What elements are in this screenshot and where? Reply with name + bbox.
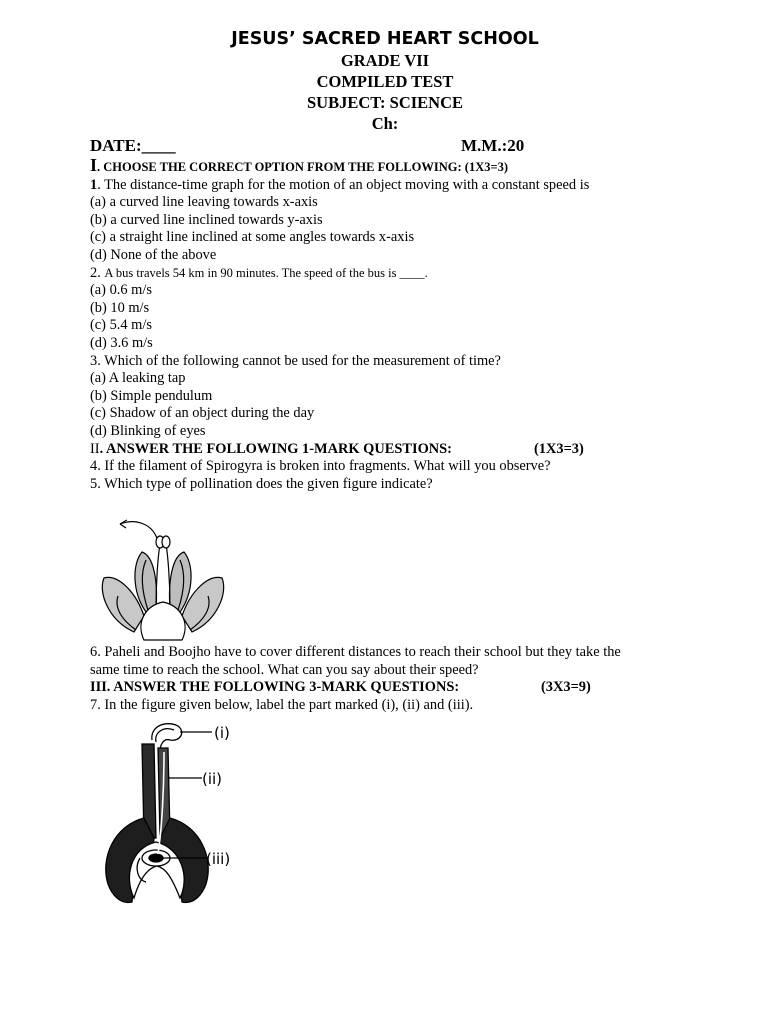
q2-option-b: (b) 10 m/s <box>90 299 150 316</box>
question-2-text: A bus travels 54 km in 90 minutes. The speed of the bus is ____. <box>104 265 428 280</box>
question-7: 7. In the figure given below, label the part marked (i), (ii) and (iii). <box>90 696 474 713</box>
q3-option-b: (b) Simple pendulum <box>90 387 213 404</box>
pistil-figure <box>94 718 244 906</box>
section-3-heading <box>90 679 690 697</box>
section-1-title: . CHOOSE THE CORRECT OPTION FROM THE FOLLOWING: (1X3=3) <box>97 160 509 174</box>
question-1-text: . The distance-time graph for the motion of an object moving with a constant speed is <box>97 176 590 193</box>
question-1-number: 1 <box>90 176 98 193</box>
section-2-heading <box>90 441 690 459</box>
section-2-prefix: II <box>90 440 100 457</box>
chapter: Ch: <box>371 114 399 133</box>
section-1-roman: I <box>90 155 98 175</box>
q2-option-c: (c) 5.4 m/s <box>90 317 152 334</box>
question-6-line-2: same time to reach the school. What can you say about their speed? <box>90 661 479 678</box>
q2-option-a: (a) 0.6 m/s <box>90 282 152 299</box>
label-i: (i) <box>214 724 230 742</box>
flower-pollination-figure <box>96 512 232 642</box>
date-row <box>90 135 690 157</box>
q2-option-d: (d) 3.6 m/s <box>90 334 153 351</box>
q3-option-d: (d) Blinking of eyes <box>90 422 206 439</box>
worksheet <box>90 28 690 493</box>
pollen-transfer-arrow <box>120 522 158 542</box>
section-1-heading <box>90 157 690 177</box>
section-2-title: . ANSWER THE FOLLOWING 1-MARK QUESTIONS: <box>99 440 452 457</box>
subject: SUBJECT: SCIENCE <box>306 93 464 112</box>
question-4: 4. If the filament of Spirogyra is broken into fragments. What will you observe? <box>90 458 551 475</box>
question-6-line-1: 6. Paheli and Boojho have to cover different distances to reach their school but they take the <box>90 644 621 660</box>
q1-option-a: (a) a curved line leaving towards x-axis <box>90 194 318 211</box>
grade: GRADE VII <box>340 51 430 70</box>
label-iii: (iii) <box>206 850 231 868</box>
section-2-marks: (1X3=3) <box>534 440 584 457</box>
question-2 <box>90 265 690 283</box>
q1-option-c: (c) a straight line inclined at some angles towards x-axis <box>90 229 415 246</box>
test-title: COMPILED TEST <box>316 72 454 91</box>
question-5: 5. Which type of pollination does the given figure indicate? <box>90 475 433 492</box>
q3-option-a: (a) A leaking tap <box>90 370 186 387</box>
section-3-title: III. ANSWER THE FOLLOWING 3-MARK QUESTIONS: <box>90 679 460 696</box>
question-3: 3. Which of the following cannot be used for the measurement of time? <box>90 352 501 369</box>
section-3-marks: (3X3=9) <box>541 679 591 696</box>
q1-option-b: (b) a curved line inclined towards y-axis <box>90 211 323 228</box>
lower-section <box>90 644 690 714</box>
max-marks: M.M.:20 <box>461 136 525 155</box>
question-1 <box>90 177 690 195</box>
date-field: DATE:____ <box>90 136 176 155</box>
question-2-number: 2. <box>90 264 105 281</box>
q1-option-d: (d) None of the above <box>90 246 217 263</box>
q3-option-c: (c) Shadow of an object during the day <box>90 405 315 422</box>
label-ii: (ii) <box>202 770 223 788</box>
school-name: JESUS’ SACRED HEART SCHOOL <box>231 29 539 49</box>
